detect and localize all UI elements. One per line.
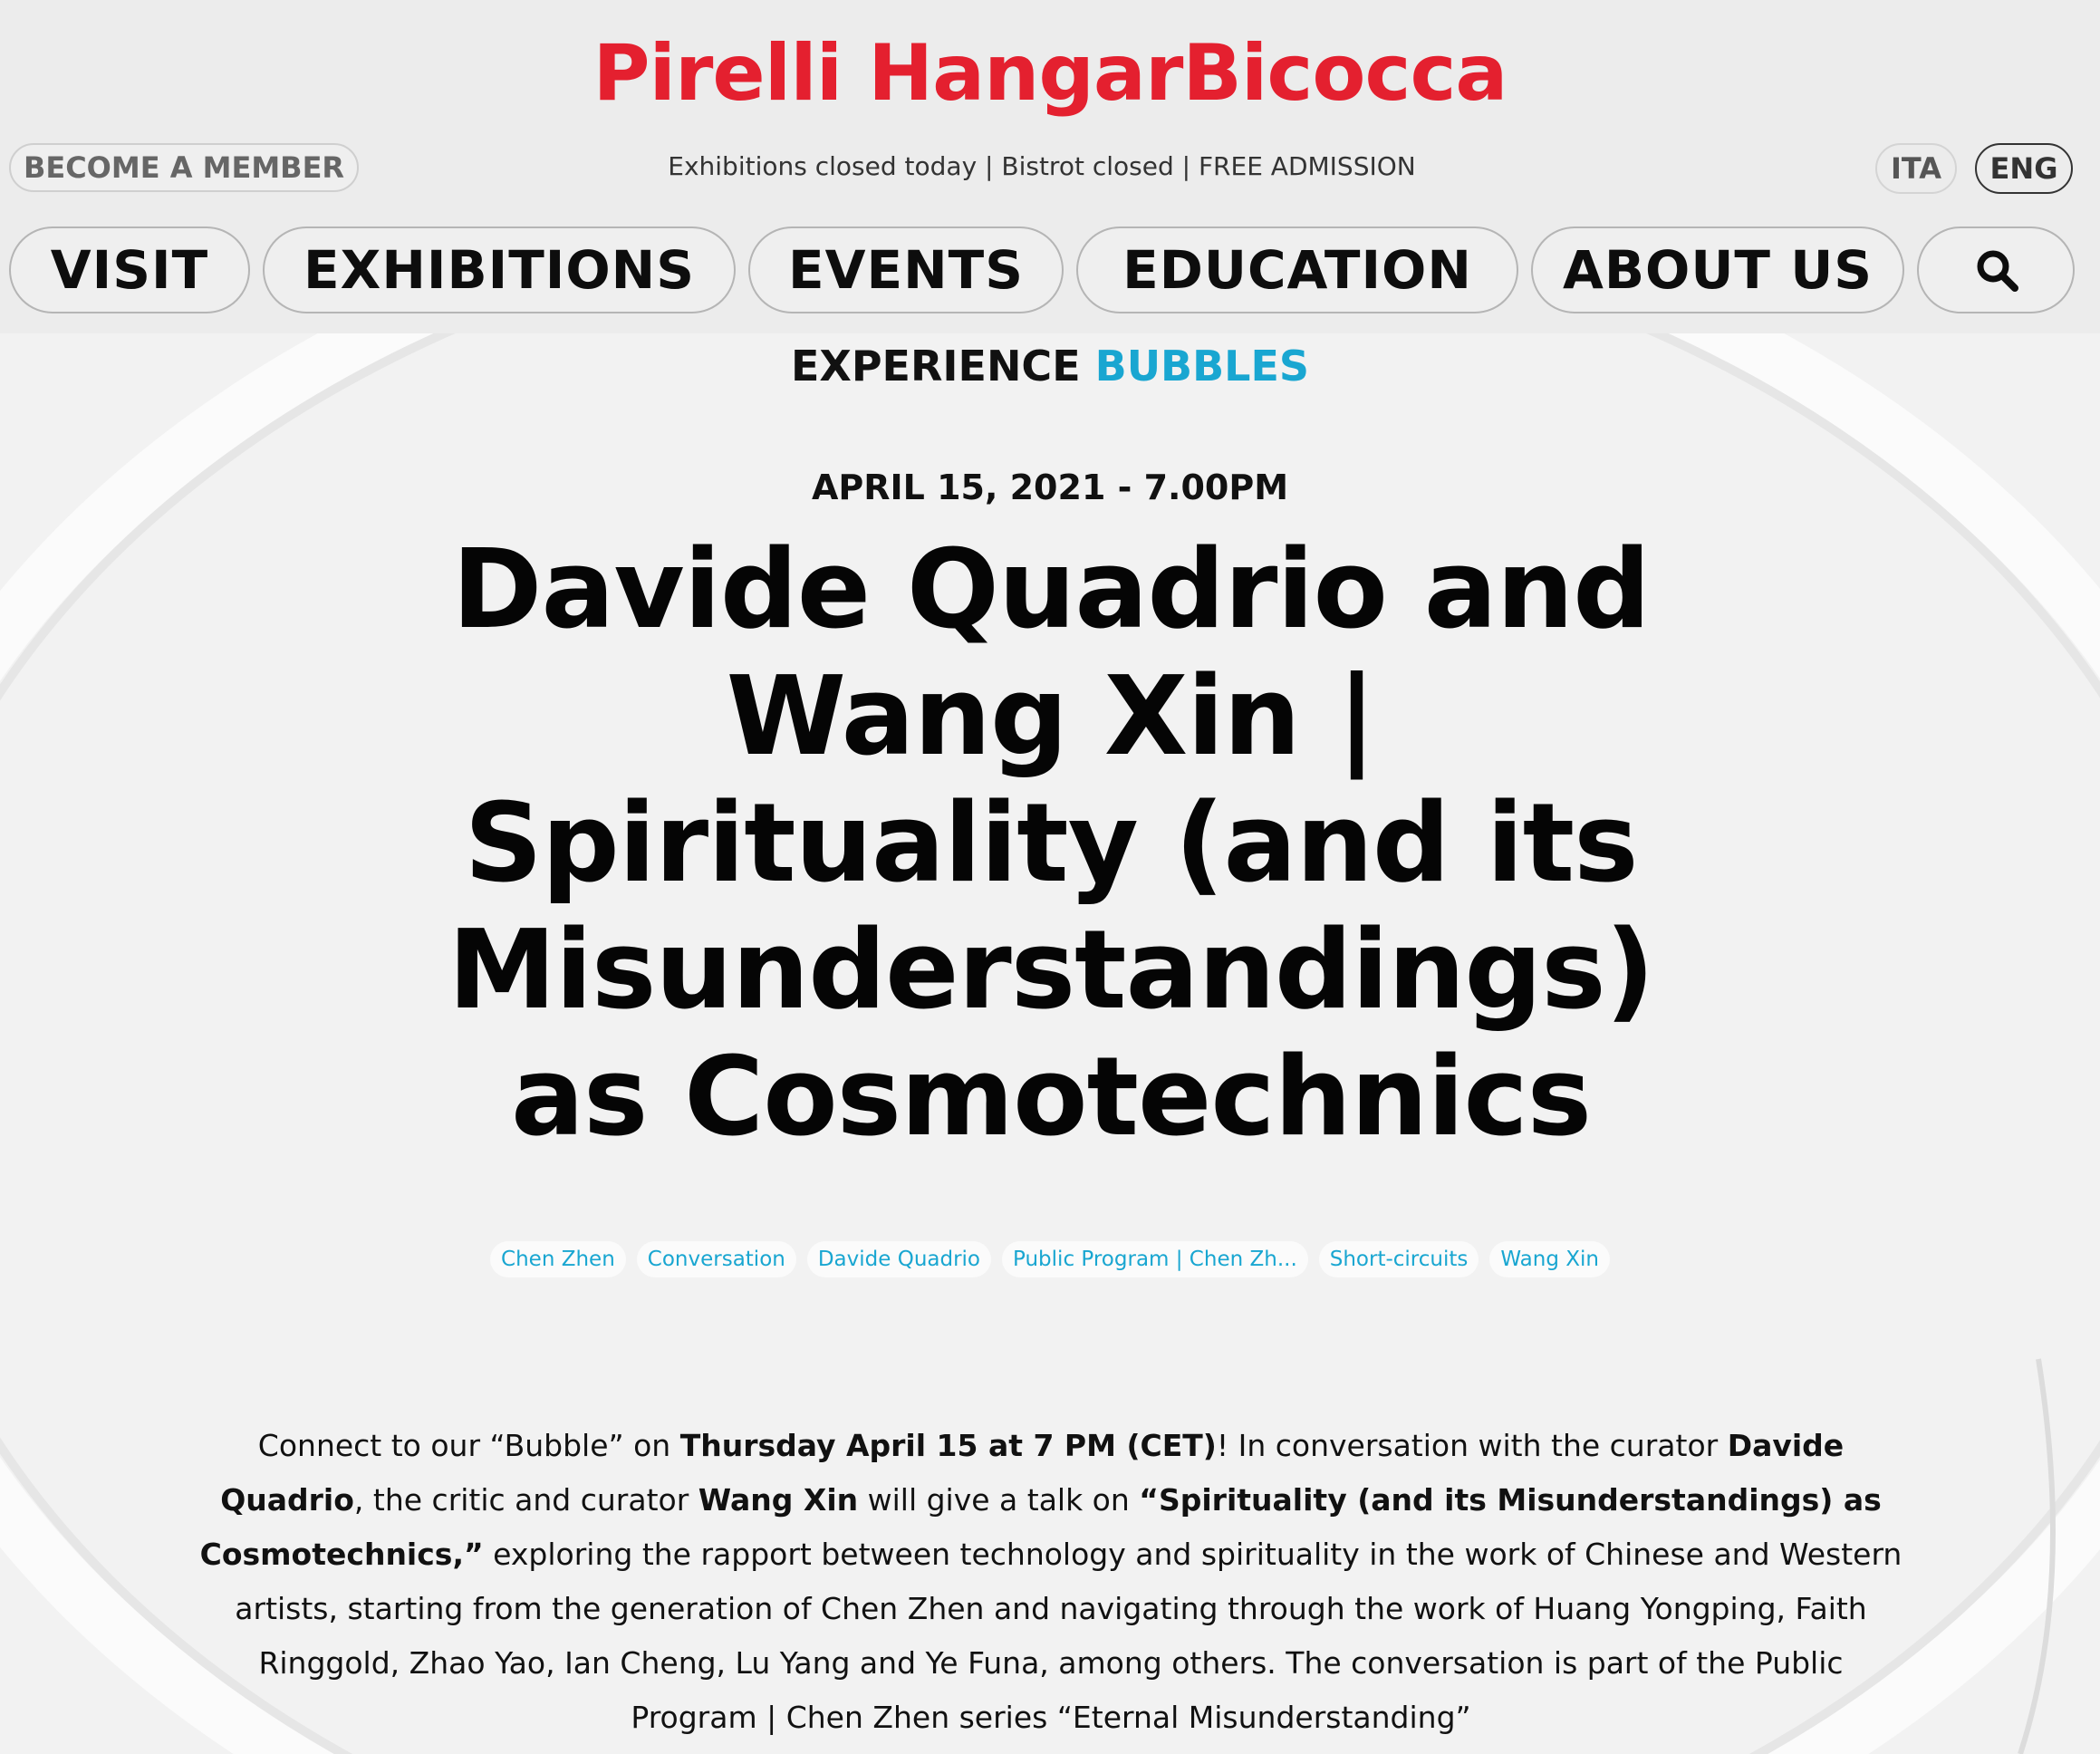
site-logo[interactable]: Pirelli HangarBicocca [592,28,1508,119]
description-curator-bold: Davide Quadrio [220,1428,1845,1518]
nav-events[interactable]: EVENTS [748,226,1064,313]
description-text: Connect to our “Bubble” on [257,1428,680,1463]
section-title-highlight: BUBBLES [1094,342,1310,390]
search-icon [1973,246,2022,295]
language-eng-button[interactable]: ENG [1975,143,2073,194]
description-text: , the critic and curator [353,1482,698,1518]
nav-about-us[interactable]: ABOUT US [1531,226,1904,313]
opening-status-text: Exhibitions closed today | Bistrot closed | FREE ADMISSION [668,151,1416,181]
tag-list [0,1241,2100,1277]
description-text: exploring the rapport between technology and spirituality in the work of Chinese and Western artists, starting from the generation of Chen Zhen and navigating through the work of Huang Yongping, Faith Ringgold, Zhao Yao, Ian Cheng, Lu Yang and Ye Funa, among others. The conversation is part of the Public Program | Chen Zhen series “Eternal Misunderstanding” [235,1537,1903,1735]
nav-education[interactable]: EDUCATION [1076,226,1518,313]
event-description [199,1419,1903,1745]
nav-exhibitions[interactable]: EXHIBITIONS [263,226,736,313]
tag-conversation[interactable]: Conversation [637,1241,796,1277]
description-speaker-bold: Wang Xin [698,1482,859,1518]
tag-short-circuits[interactable]: Short-circuits [1319,1241,1479,1277]
description-text: will give a talk on [858,1482,1140,1518]
section-title [0,337,2100,395]
site-header [0,0,2100,333]
search-button[interactable] [1917,226,2075,313]
become-member-button[interactable]: BECOME A MEMBER [9,143,359,192]
tag-wang-xin[interactable]: Wang Xin [1489,1241,1610,1277]
tag-chen-zhen[interactable]: Chen Zhen [490,1241,626,1277]
description-date-bold: Thursday April 15 at 7 PM (CET) [679,1428,1217,1463]
tag-public-program[interactable]: Public Program | Chen Zh... [1002,1241,1308,1277]
event-date: APRIL 15, 2021 - 7.00PM [811,467,1289,507]
description-talk-title-bold: “Spirituality (and its Misunderstandings) as Cosmotechnics,” [199,1482,1882,1572]
section-title-prefix: EXPERIENCE [790,342,1081,390]
tag-davide-quadrio[interactable]: Davide Quadrio [807,1241,991,1277]
language-ita-button[interactable]: ITA [1875,143,1957,194]
event-title: Davide Quadrio and Wang Xin | Spirituality (and its Misunderstandings) as Cosmotechnics [448,527,1654,1161]
description-text: ! In conversation with the curator [1216,1428,1728,1463]
nav-visit[interactable]: VISIT [9,226,250,313]
